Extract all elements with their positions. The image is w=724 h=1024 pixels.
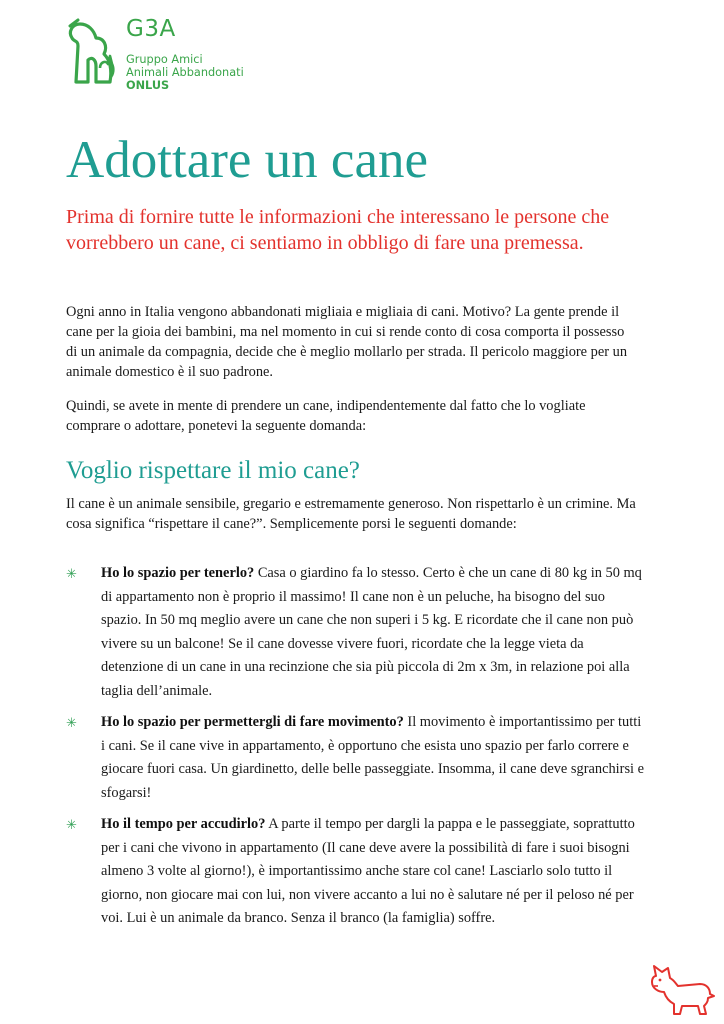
paragraph-2: Quindi, se avete in mente di prendere un cane, indipendentemente dal fatto che lo vogliate comprare o adottare, ponetevi la seguente domanda: xyxy=(66,398,586,434)
paragraph-1: Ogni anno in Italia vengono abbandonati migliaia e migliaia di cani. Motivo? La gente prende il cane per la gioia dei bambini, ma nel momento in cui si rende conto di cosa comporta il possesso di un animale da compagnia, decide che è meglio mollarlo per strada. Il pericolo maggiore per un animale domestico è il suo padrone. xyxy=(66,304,628,380)
logo-name: G3A xyxy=(126,16,176,42)
asterisk-icon: ✳ xyxy=(66,715,77,730)
asterisk-icon: ✳ xyxy=(66,817,77,832)
dog-cat-logo-icon xyxy=(66,16,122,86)
question-label: Ho lo spazio per permettergli di fare movimento? xyxy=(101,714,404,730)
intro-text: Prima di fornire tutte le informazioni che interessano le persone che vorrebbero un cane, ci sentiamo in obbligo di fare una premessa. xyxy=(66,206,610,254)
logo-line-2: Animali Abbandonati xyxy=(126,66,244,79)
asterisk-icon: ✳ xyxy=(66,566,77,581)
answer-text: Casa o giardino fa lo stesso. Certo è che un cane di 80 kg in 50 mq di appartamento non è proprio il massimo! Il cane non è un peluche, ha bisogno del suo spazio. In 50 mq meglio avere un cane che non superi i 5 kg. E ricordate che il cane non può vivere su un balcone! Se il cane dovesse vivere fuori, ricordate che la legge vieta da detenzione di un cane in una recinzione che sia più piccola di 2m x 3m, in relazione poi alla taglia dell’animale. xyxy=(101,565,642,699)
question-label: Ho lo spazio per tenerlo? xyxy=(101,565,255,581)
page-title: Adottare un cane xyxy=(66,131,428,189)
list-item xyxy=(66,562,646,703)
list-item xyxy=(66,813,646,931)
dog-sketch-icon xyxy=(648,962,718,1018)
list-item xyxy=(66,711,646,805)
section-heading: Voglio rispettare il mio cane? xyxy=(66,457,360,484)
answer-text: Il movimento è importantissimo per tutti i cani. Se il cane vive in appartamento, è opportuno che esista uno spazio per farlo correre e giocare fuori casa. Un giardinetto, delle belle passeggiate. Insomma, il cane deve sgranchirsi e sfogarsi! xyxy=(101,714,645,801)
answer-text: A parte il tempo per dargli la pappa e le passeggiate, soprattutto per i cani che vivono in appartamento (Il cane deve avere la possibilità di fare i suoi bisogni almeno 3 volte al giorno!), è importantissimo anche stare col cane! Lasciarlo solo tutto il giorno, non giocare mai con lui, non vivere accanto a lui no è salutare né per il peloso né per voi. Lui è un animale da branco. Senza il branco (la famiglia) soffre. xyxy=(101,816,635,926)
section-text: Il cane è un animale sensibile, gregario e estremamente generoso. Non rispettarlo è un crimine. Ma cosa significa “rispettare il cane?”. Semplicemente porsi le seguenti domande: xyxy=(66,496,636,532)
logo-line-3: ONLUS xyxy=(126,79,170,92)
question-list xyxy=(66,562,646,939)
logo xyxy=(66,16,266,96)
logo-line-1: Gruppo Amici xyxy=(126,53,203,66)
question-label: Ho il tempo per accudirlo? xyxy=(101,816,266,832)
